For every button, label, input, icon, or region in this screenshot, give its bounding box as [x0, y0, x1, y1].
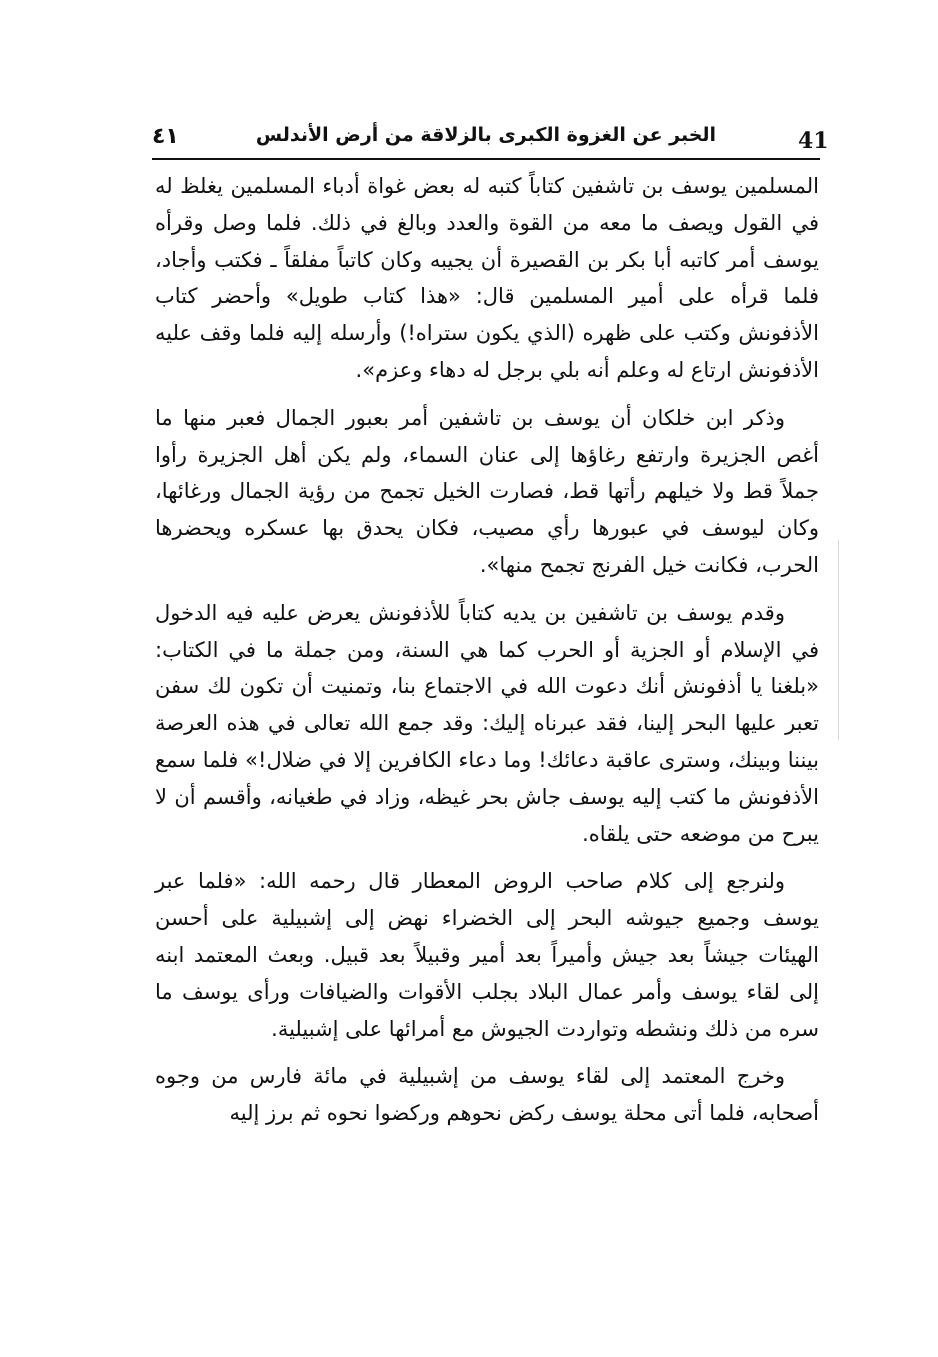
paragraph-3: وقدم يوسف بن تاشفين بن يديه كتاباً للأذفونش يعرض عليه فيه الدخول في الإسلام أو الجزية أو الحرب كما هي السنة، ومن جملة ما في الكتاب: «بلغنا يا أذفونش أنك دعوت الله في الاجتماع بنا، وتمنيت أن تكون لك سفن تعبر عليها البحر إلينا، فقد عبرناه إليك: وقد جمع الله تعالى في هذه العرصة بيننا وبينك، وسترى عاقبة دعائك! وما دعاء الكافرين إلا في ضلال!» فلما سمع الأذفونش ما كتب إليه يوسف جاش بحر غيظه، وزاد في طغيانه، وأقسم أن لا يبرح من موضعه حتى يلقاه. — [155, 600, 819, 846]
running-title: الخبر عن الغزوة الكبرى بالزلاقة من أرض الأندلس — [255, 124, 717, 146]
paragraph-2: وذكر ابن خلكان أن يوسف بن تاشفين أمر بعبور الجمال فعبر منها ما أغص الجزيرة وارتفع رغاؤها إلى عنان السماء، ولم يكن أهل الجزيرة رأوا جملاً قط ولا خيلهم رأتها قط، فصارت الخيل تجمح من رؤية الجمال ورغائها، وكان ليوسف في عبورها رأي مصيب، فكان يحدق بها عسكره ويحضرها الحرب، فكانت خيل الفرنج تجمح منها». — [155, 405, 819, 577]
paragraph-4: ولنرجع إلى كلام صاحب الروض المعطار قال رحمه الله: «فلما عبر يوسف وجميع جيوشه البحر إلى الخضراء نهض إلى إشبيلية على أحسن الهيئات جيشاً بعد جيش وأميراً بعد أمير وقبيلاً بعد قبيل. وبعث المعتمد ابنه إلى لقاء يوسف وأمر عمال البلاد بجلب الأقوات والضيافات ورأى يوسف ما سره من ذلك ونشطه وتواردت الجيوش مع أمرائها على إشبيلية. — [155, 869, 819, 1041]
scan-margin-mark — [838, 540, 839, 740]
header-rule — [152, 158, 820, 160]
page-number-latin: 41 — [798, 128, 829, 154]
paragraph-5: وخرج المعتمد إلى لقاء يوسف من إشبيلية في مائة فارس من وجوه أصحابه، فلما أتى محلة يوسف ركض نحوهم وركضوا نحوه ثم برز إليه — [155, 1064, 819, 1126]
page-number-arabic: ٤١ — [152, 124, 179, 149]
body-text — [155, 168, 819, 1132]
page-header — [152, 120, 829, 154]
paragraph-1: المسلمين يوسف بن تاشفين كتاباً كتبه له بعض غواة أدباء المسلمين يغلظ له في القول ويصف ما معه من القوة والعدد وبالغ في ذلك. فلما وصل وقرأه يوسف أمر كاتبه أبا بكر بن القصيرة أن يجيبه وكان كاتباً مفلقاً ـ فكتب وأجاد، فلما قرأه على أمير المسلمين قال: «هذا كتاب طويل» وأحضر كتاب الأذفونش وكتب على ظهره (الذي يكون ستراه!) وأرسله إليه فلما وقف عليه الأذفونش ارتاع له وعلم أنه بلي برجل له دهاء وعزم». — [155, 174, 819, 382]
